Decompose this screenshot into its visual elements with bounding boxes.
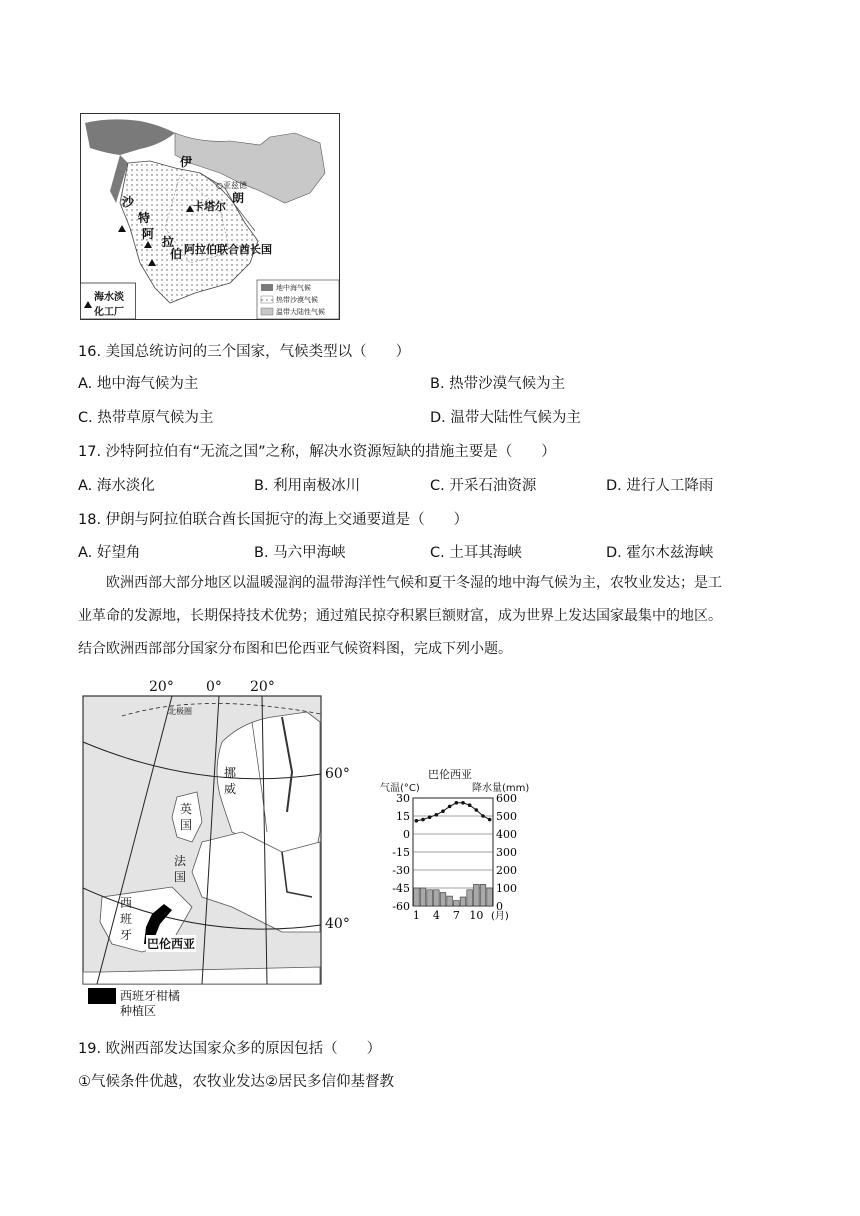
label-saudi-4: 拉 xyxy=(162,235,175,249)
label-yazd: ○亚兹德 xyxy=(216,181,247,190)
question-number: 17. xyxy=(78,444,102,460)
legend-factory-2: 化工厂 xyxy=(94,307,124,318)
temp-point xyxy=(488,818,492,822)
option-text: 好望角 xyxy=(96,545,141,561)
label-arctic-circle: 北极圈 xyxy=(168,707,192,716)
lon-label-0: 0° xyxy=(206,679,222,695)
option-17-c[interactable] xyxy=(430,474,536,495)
option-text: 开采石油资源 xyxy=(449,478,537,494)
option-text: 进行人工降雨 xyxy=(626,478,714,494)
option-17-d[interactable] xyxy=(606,474,713,495)
option-letter: B. xyxy=(254,545,269,561)
option-letter: C. xyxy=(430,478,445,494)
precip-bar xyxy=(454,901,460,906)
precip-bar xyxy=(414,888,420,906)
precip-tick-label: 300 xyxy=(496,846,517,859)
label-norway-1: 挪 xyxy=(224,766,237,780)
month-tick-label: 7 xyxy=(452,909,460,922)
map-western-europe xyxy=(82,679,352,1022)
option-17-a[interactable] xyxy=(78,474,155,495)
option-17-b[interactable] xyxy=(254,474,360,495)
question-19-statements: ①气候条件优越，农牧业发达②居民多信仰基督教 xyxy=(78,1074,394,1090)
option-letter: C. xyxy=(78,410,93,426)
lat-label-40: 40° xyxy=(325,916,350,932)
question-number: 16. xyxy=(78,344,102,360)
temp-tick-label: -45 xyxy=(392,882,410,895)
option-text: 土耳其海峡 xyxy=(449,545,522,561)
passage-line-2: 业革命的发源地，长期保持技术优势；通过殖民掠夺积累巨额财富，成为世界上发达国家最集中的地区。 xyxy=(78,608,722,624)
question-18 xyxy=(78,508,468,529)
temp-point xyxy=(428,815,432,819)
precip-tick-label: 500 xyxy=(496,810,517,823)
temp-point xyxy=(468,803,472,807)
precip-bar xyxy=(460,897,466,906)
option-text: 利用南极冰川 xyxy=(273,478,361,494)
label-iran-1: 伊 xyxy=(180,155,193,169)
temp-axis-label: 气温(°C) xyxy=(380,783,420,794)
option-16-b[interactable] xyxy=(430,372,565,393)
option-letter: A. xyxy=(78,376,93,392)
label-saudi-5: 伯 xyxy=(170,247,183,261)
label-spain-1: 西 xyxy=(120,896,133,910)
question-19 xyxy=(78,1037,381,1058)
label-valencia: 巴伦西亚 xyxy=(147,937,196,951)
option-letter: B. xyxy=(254,478,269,494)
precip-bar xyxy=(474,884,480,906)
label-qatar: 卡塔尔 xyxy=(193,200,226,213)
precip-tick-label: 400 xyxy=(496,828,517,841)
temp-point xyxy=(415,819,419,823)
option-18-b[interactable] xyxy=(254,541,346,562)
option-16-a[interactable] xyxy=(78,372,198,393)
option-16-d[interactable] xyxy=(430,406,581,427)
legend-citrus-1: 西班牙柑橘 xyxy=(120,989,181,1003)
temp-point xyxy=(435,813,439,817)
lat-label-60: 60° xyxy=(325,766,350,782)
option-text: 温带大陆性气候为主 xyxy=(450,410,581,426)
map-middle-east xyxy=(80,113,340,320)
option-letter: D. xyxy=(606,545,622,561)
option-text: 马六甲海峡 xyxy=(273,545,346,561)
question-number: 18. xyxy=(78,512,102,528)
temp-tick-label: 30 xyxy=(396,792,410,805)
question-text: 欧洲西部发达国家众多的原因包括（ ） xyxy=(105,1041,382,1057)
chart-title: 巴伦西亚 xyxy=(428,768,472,781)
option-18-d[interactable] xyxy=(606,541,713,562)
precip-tick-label: 0 xyxy=(496,900,503,913)
map-western-europe-svg xyxy=(82,682,352,1022)
option-letter: A. xyxy=(78,478,93,494)
lon-label-20e: 20° xyxy=(250,679,275,695)
precip-bar xyxy=(487,888,493,906)
label-uae: 阿拉伯联合酋长国 xyxy=(184,243,272,256)
precip-bar xyxy=(434,890,440,906)
precip-bar xyxy=(427,890,433,906)
option-letter: B. xyxy=(430,376,445,392)
legend-continental: 温带大陆性气候 xyxy=(276,308,325,316)
option-text: 热带沙漠气候为主 xyxy=(449,376,566,392)
option-text: 霍尔木兹海峡 xyxy=(626,545,714,561)
legend-mediterranean: 地中海气候 xyxy=(276,284,311,292)
climate-chart xyxy=(380,766,540,926)
question-17 xyxy=(78,440,556,461)
temp-tick-label: 0 xyxy=(403,828,410,841)
month-tick-label: 4 xyxy=(432,909,440,922)
option-18-a[interactable] xyxy=(78,541,140,562)
temp-tick-label: 15 xyxy=(396,810,410,823)
option-letter: D. xyxy=(430,410,446,426)
option-16-c[interactable] xyxy=(78,406,213,427)
temp-point xyxy=(475,808,479,812)
option-text: 热带草原气候为主 xyxy=(97,410,214,426)
label-saudi-1: 沙 xyxy=(122,195,135,209)
label-spain-3: 牙 xyxy=(120,928,133,942)
precip-bar xyxy=(467,890,473,906)
precip-tick-label: 100 xyxy=(496,882,517,895)
passage-line-3: 结合欧洲西部部分国家分布图和巴伦西亚气候资料图，完成下列小题。 xyxy=(78,641,512,657)
option-letter: D. xyxy=(606,478,622,494)
legend-citrus-2: 种植区 xyxy=(120,1004,157,1018)
month-tick-label: 10 xyxy=(469,909,484,922)
precip-bar xyxy=(480,884,486,906)
label-iran-2: 朗 xyxy=(232,191,245,205)
lon-label-20w: 20° xyxy=(149,679,174,695)
temp-point xyxy=(441,809,445,813)
label-france-1: 法 xyxy=(174,854,187,868)
passage xyxy=(78,567,788,666)
label-saudi-2: 特 xyxy=(138,211,151,225)
question-text: 伊朗与阿拉伯联合酋长国扼守的海上交通要道是（ ） xyxy=(105,512,469,528)
label-france-2: 国 xyxy=(174,870,187,884)
climate-chart-svg xyxy=(380,792,540,922)
month-unit-label: (月) xyxy=(491,911,509,922)
temp-point xyxy=(455,801,459,805)
label-norway-2: 威 xyxy=(224,782,237,796)
temp-point xyxy=(481,814,485,818)
temp-point xyxy=(448,805,452,809)
label-uk-2: 国 xyxy=(180,818,193,832)
temp-point xyxy=(461,801,465,805)
question-text: 沙特阿拉伯有“无流之国”之称，解决水资源短缺的措施主要是（ ） xyxy=(105,444,556,460)
option-text: 地中海气候为主 xyxy=(96,376,199,392)
precip-tick-label: 600 xyxy=(496,792,517,805)
question-text: 美国总统访问的三个国家，气候类型以（ ） xyxy=(105,344,411,360)
label-spain-2: 班 xyxy=(120,912,133,926)
precip-bar xyxy=(440,893,446,907)
precip-tick-label: 200 xyxy=(496,864,517,877)
question-16 xyxy=(78,340,410,361)
precip-bar xyxy=(420,888,426,906)
question-number: 19. xyxy=(78,1041,102,1057)
passage-line-1: 欧洲西部大部分地区以温暖湿润的温带海洋性气候和夏干冬湿的地中海气候为主，农牧业发达；是工 xyxy=(106,575,722,591)
precip-bar xyxy=(447,896,453,906)
option-text: 海水淡化 xyxy=(96,478,155,494)
temp-tick-label: -30 xyxy=(392,864,410,877)
temp-tick-label: -60 xyxy=(392,900,410,913)
option-letter: C. xyxy=(430,545,445,561)
legend-factory-1: 海水淡 xyxy=(94,292,124,303)
legend-desert: 热带沙漠气候 xyxy=(276,296,318,304)
label-uk-1: 英 xyxy=(180,802,193,816)
option-18-c[interactable] xyxy=(430,541,522,562)
precip-axis-label: 降水量(mm) xyxy=(472,783,530,794)
option-letter: A. xyxy=(78,545,93,561)
temp-tick-label: -15 xyxy=(392,846,410,859)
month-tick-label: 1 xyxy=(412,909,420,922)
temp-point xyxy=(421,818,425,822)
label-saudi-3: 阿 xyxy=(142,227,155,241)
